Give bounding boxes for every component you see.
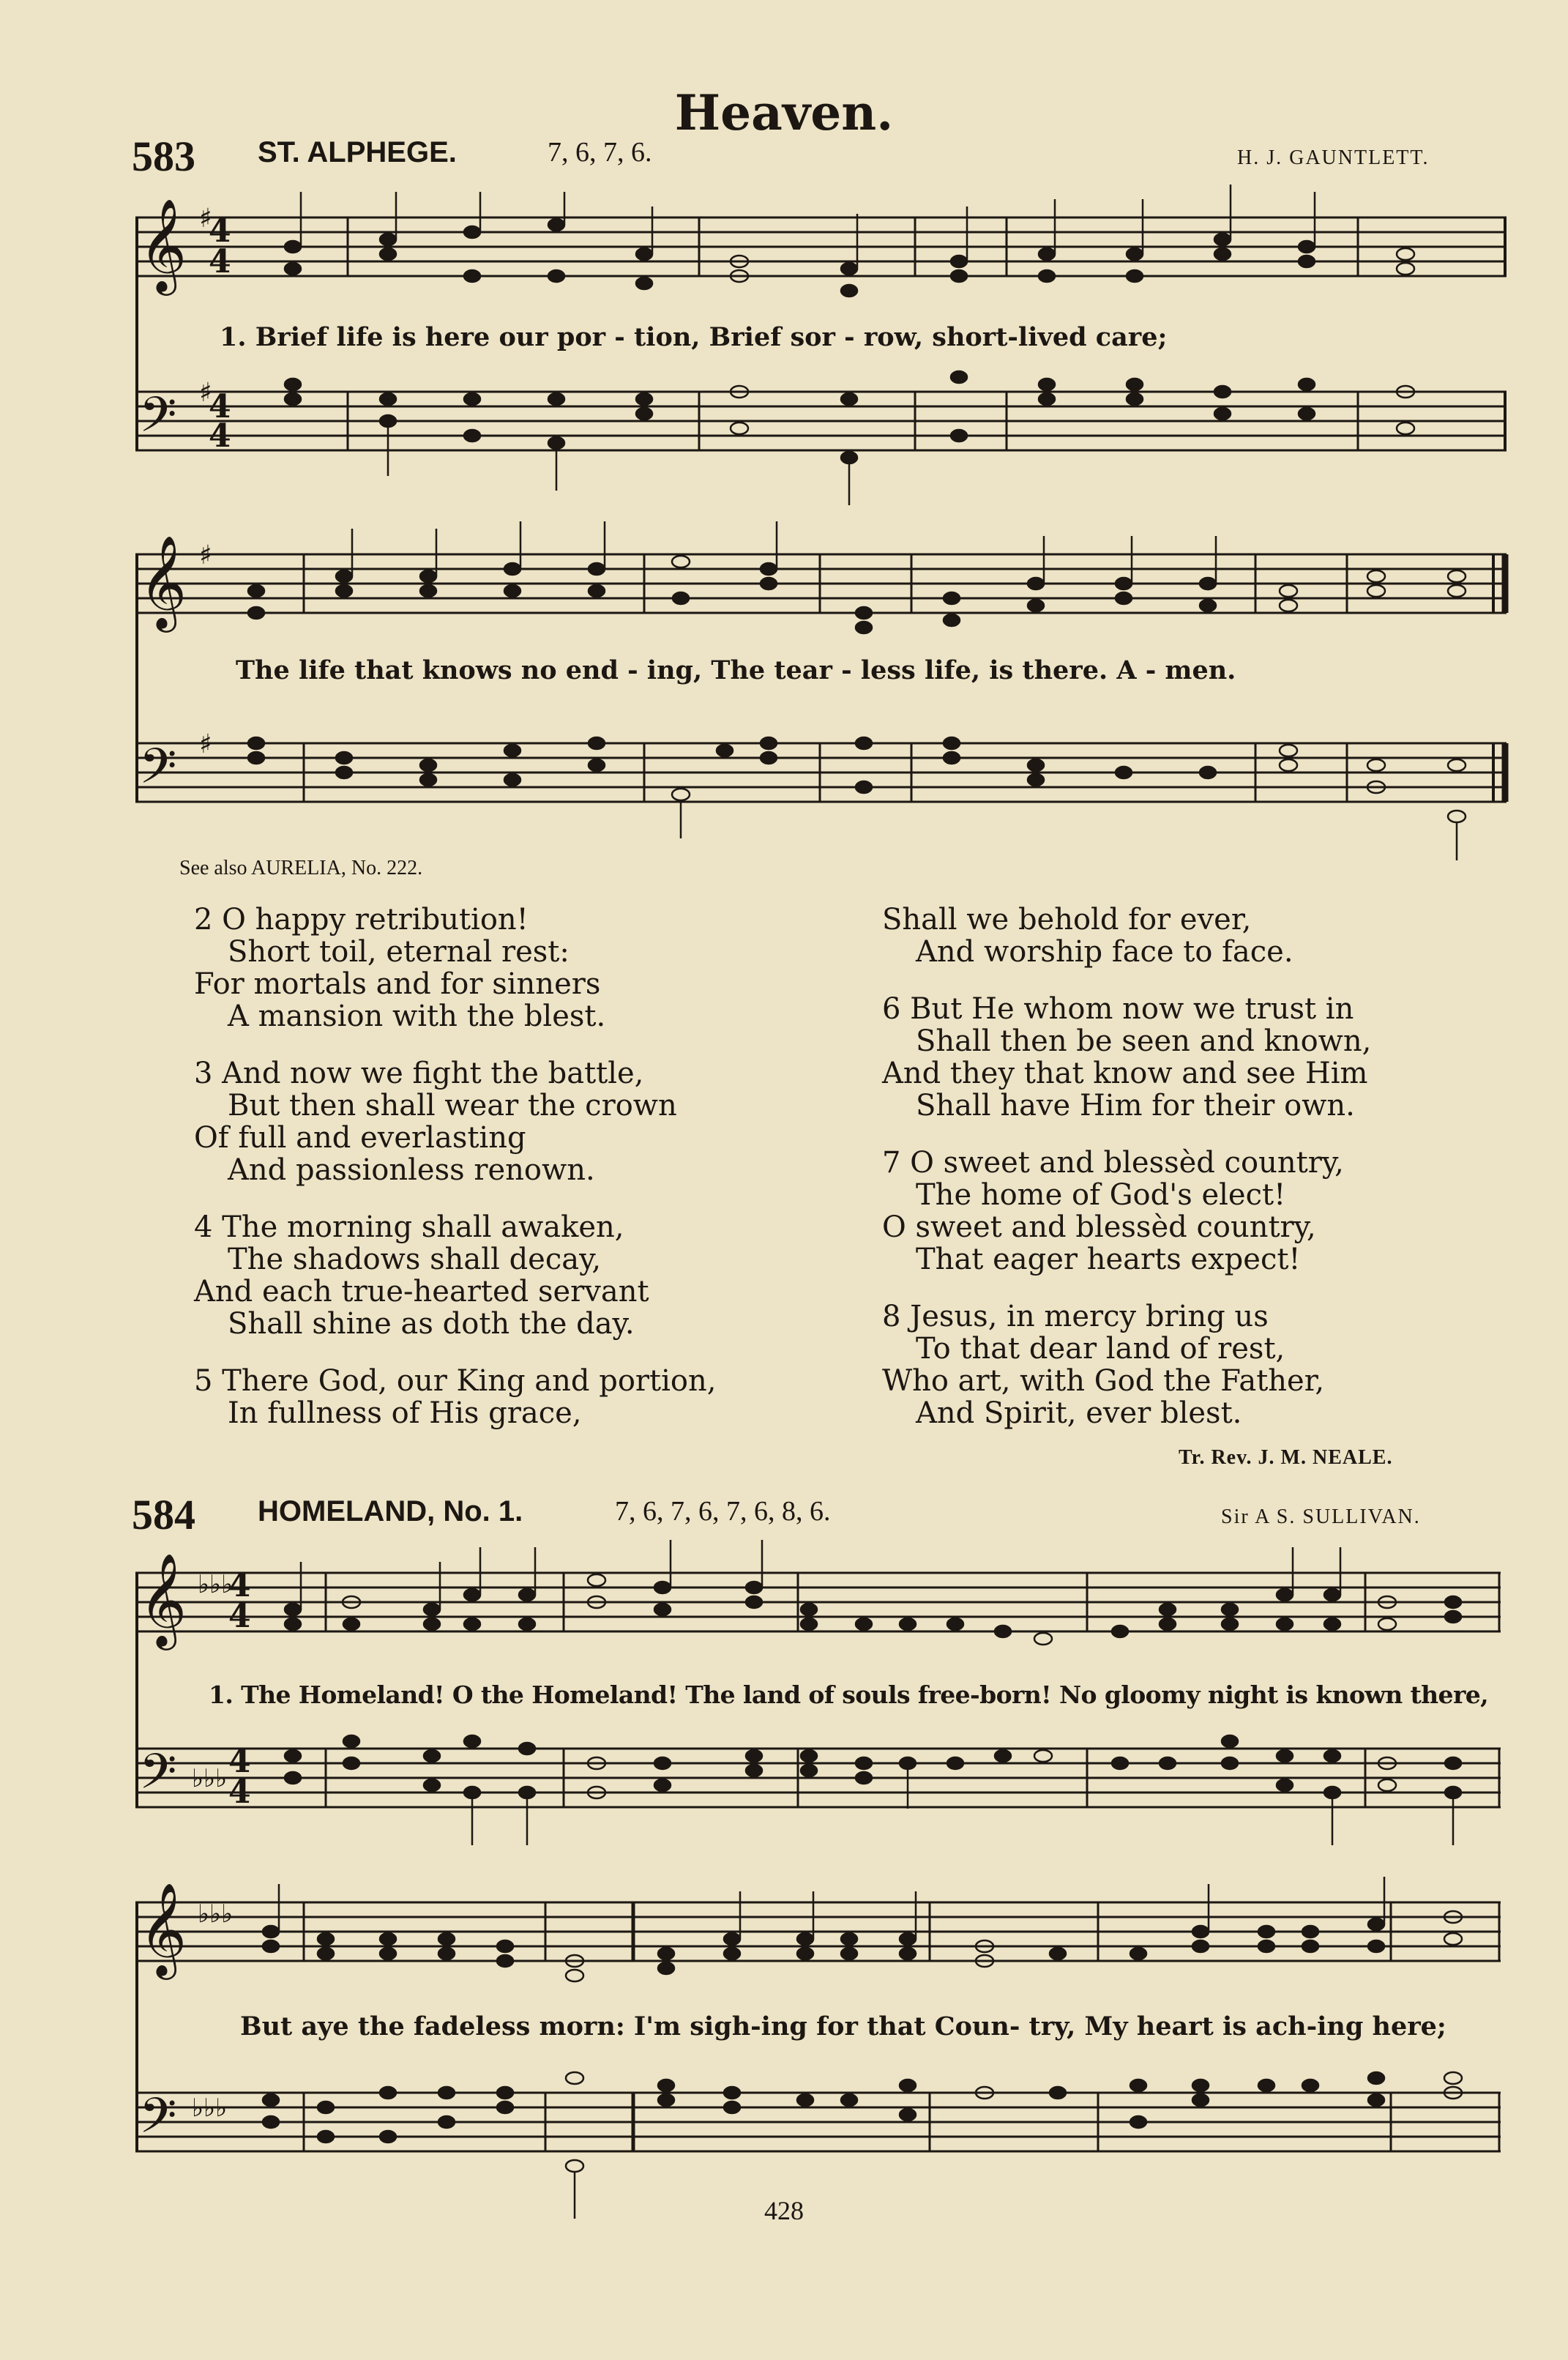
svg-text:𝄞: 𝄞 — [139, 1552, 187, 1646]
composer: H. J. GAUNTLETT. — [1237, 146, 1430, 169]
svg-text:𝄢: 𝄢 — [139, 2088, 177, 2156]
staff-584-2-treble — [135, 1902, 1501, 1961]
lyric-line: 1. Brief life is here our por - tion, Brief sor - row, short-lived care; — [220, 322, 1168, 352]
verses-right-column — [882, 904, 1371, 1429]
svg-text:4: 4 — [228, 1773, 251, 1811]
svg-text:4: 4 — [228, 1743, 251, 1780]
verses-left-column — [194, 904, 716, 1429]
svg-text:4: 4 — [228, 1567, 251, 1604]
lyric-line: But aye the fadeless morn: I'm sigh-ing for that Coun- try, My heart is ach-ing here; — [240, 2011, 1446, 2041]
composer: Sir A S. SULLIVAN. — [1221, 1505, 1421, 1528]
svg-text:♯: ♯ — [199, 378, 212, 408]
svg-text:♭♭♭: ♭♭♭ — [192, 2093, 228, 2123]
staff-584-2-bass — [135, 2093, 1501, 2151]
verse-5: 5 There God, our King and portion, In fullness of His grace, — [194, 1364, 717, 1430]
svg-text:𝄢: 𝄢 — [139, 1743, 177, 1812]
svg-text:𝄞: 𝄞 — [139, 1882, 187, 1976]
treble-clef-icon: 𝄞 — [139, 198, 187, 291]
verse-6: 6 But He whom now we trust in Shall then be seen and known, And they that know and see Him Shall have Him for their own. — [882, 992, 1372, 1123]
svg-text:4: 4 — [209, 417, 231, 455]
svg-text:4: 4 — [209, 243, 231, 280]
svg-text:𝄢: 𝄢 — [139, 738, 177, 806]
staff-584-1-bass — [135, 1749, 1501, 1807]
tune-name: HOMELAND, No. 1. — [258, 1495, 523, 1527]
page-heading: Heaven. — [674, 84, 894, 141]
lyric-line: 1. The Homeland! O the Homeland! The land of souls free-born! No gloomy night is known there, — [209, 1680, 1489, 1709]
verse-2: 2 O happy retribution! Short toil, eternal rest: For mortals and for sinners A mansion with the blest. — [194, 903, 606, 1033]
svg-text:♭♭♭: ♭♭♭ — [198, 1899, 234, 1929]
svg-text:4: 4 — [228, 1598, 251, 1635]
staff-583-1-bass — [135, 392, 1507, 450]
see-also-note: See also AURELIA, No. 222. — [179, 857, 423, 879]
hymn-number: 583 — [132, 133, 195, 180]
svg-text:♯: ♯ — [199, 540, 212, 570]
svg-text:♯: ♯ — [199, 729, 212, 759]
translator-credit: Tr. Rev. J. M. NEALE. — [1179, 1446, 1393, 1469]
verse-5-cont: Shall we behold for ever, And worship face to face. — [882, 903, 1293, 969]
tune-name: ST. ALPHEGE. — [258, 136, 457, 168]
svg-text:𝄞: 𝄞 — [139, 535, 187, 628]
svg-text:♯: ♯ — [199, 204, 212, 234]
svg-text:4: 4 — [209, 388, 231, 425]
staff-584-1-treble — [135, 1573, 1501, 1631]
meter: 7, 6, 7, 6, 7, 6, 8, 6. — [615, 1496, 831, 1527]
svg-text:♭♭♭: ♭♭♭ — [198, 1570, 234, 1599]
svg-text:♭♭♭: ♭♭♭ — [192, 1764, 228, 1793]
time-signature: 4 — [209, 212, 231, 250]
meter: 7, 6, 7, 6. — [548, 137, 652, 168]
lyric-line: The life that knows no end - ing, The tear - less life, is there. A - men. — [236, 655, 1236, 685]
verse-4: 4 The morning shall awaken, The shadows shall decay, And each true-hearted servant Shall shine as doth the day. — [194, 1210, 649, 1341]
verse-8: 8 Jesus, in mercy bring us To that dear land of rest, Who art, with God the Father, And Spirit, ever blest. — [882, 1300, 1325, 1430]
verse-7: 7 O sweet and blessèd country, The home of God's elect! O sweet and blessèd country, That eager hearts expect! — [882, 1146, 1344, 1276]
page-number: 428 — [764, 2196, 804, 2225]
hymn-number: 584 — [132, 1491, 195, 1538]
verse-3: 3 And now we fight the battle, But then shall wear the crown Of full and everlasting And passionless renown. — [194, 1057, 677, 1187]
bass-clef-icon: 𝄢 — [139, 387, 177, 455]
